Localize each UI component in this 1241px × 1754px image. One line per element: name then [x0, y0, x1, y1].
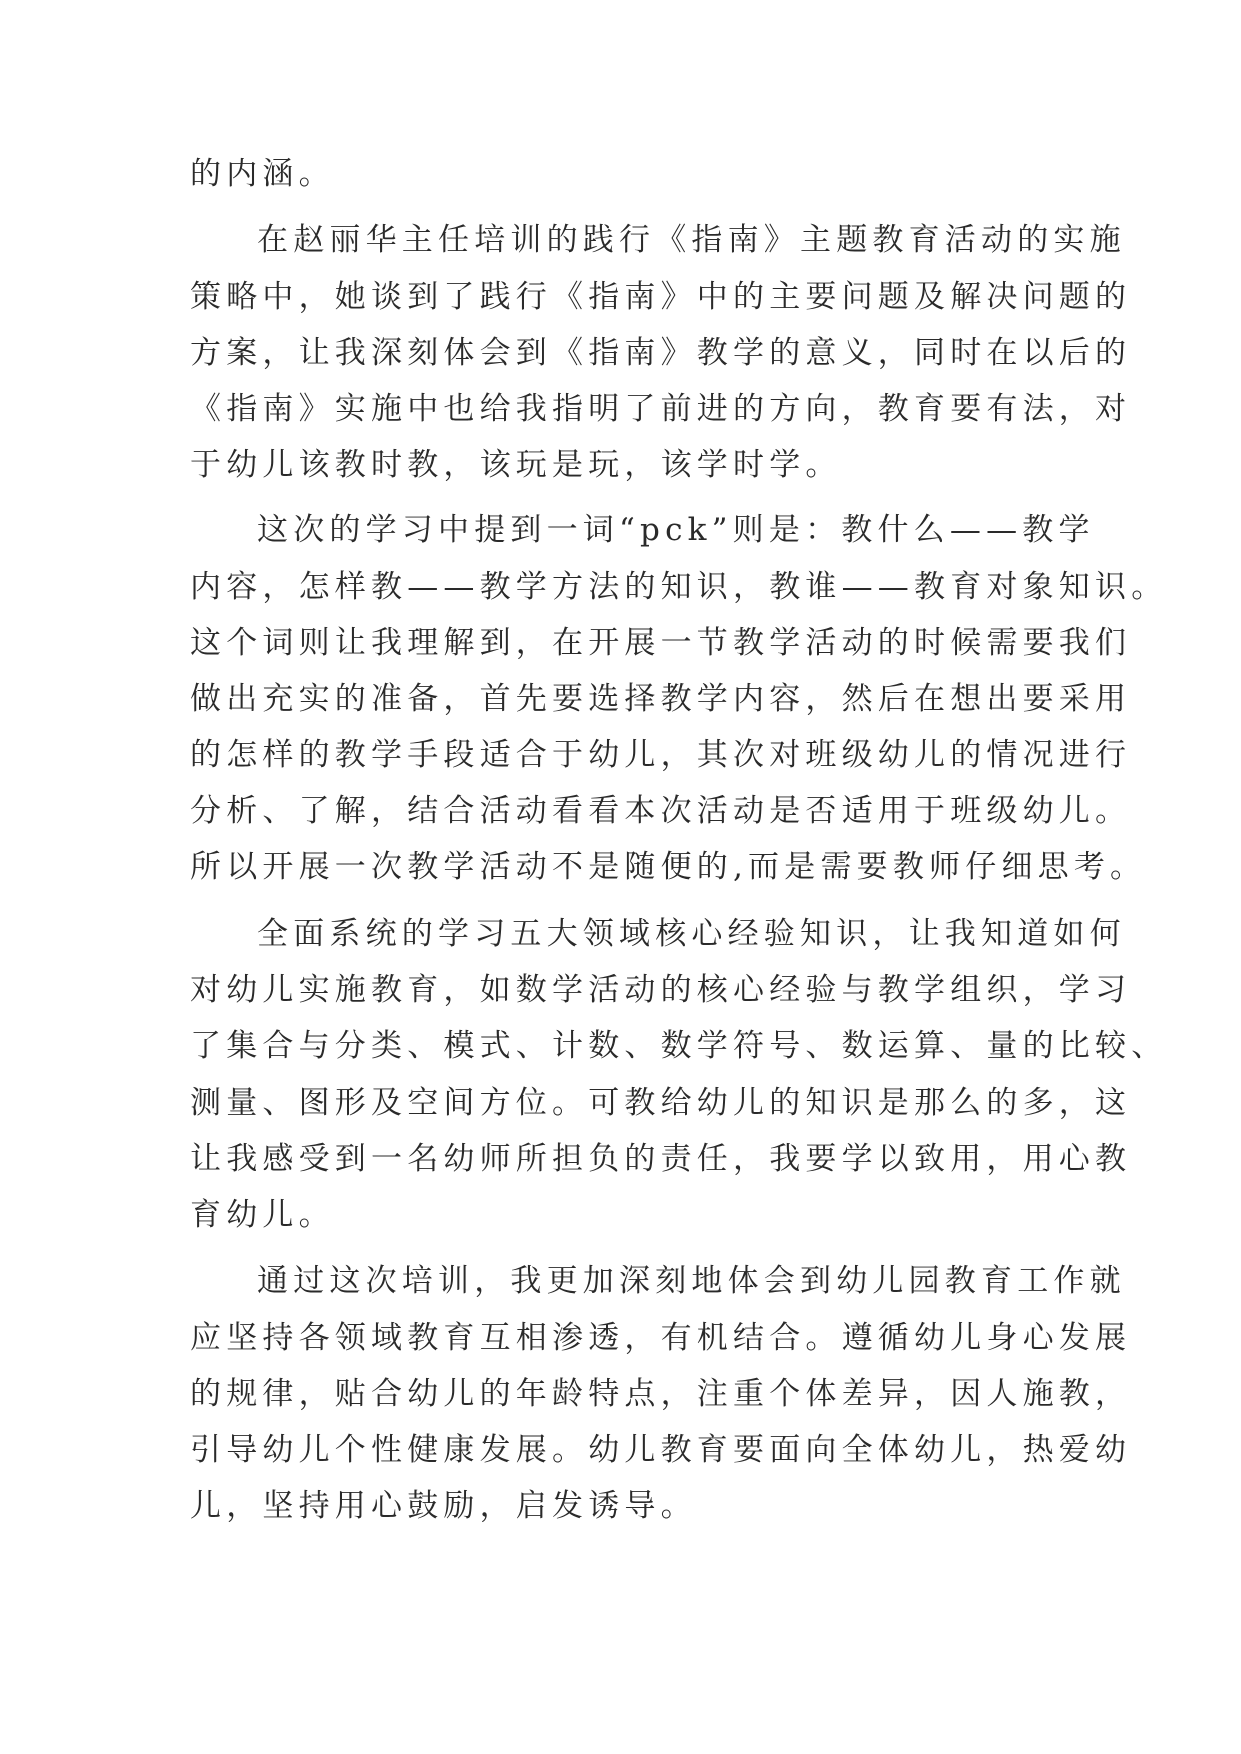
text-line: 方案，让我深刻体会到《指南》教学的意义，同时在以后的 — [190, 335, 1132, 371]
text-line: 做出充实的准备，首先要选择教学内容，然后在想出要采用 — [190, 681, 1132, 717]
text-line: 测量、图形及空间方位。可教给幼儿的知识是那么的多，这 — [190, 1085, 1132, 1121]
text-line: 的怎样的教学手段适合于幼儿，其次对班级幼儿的情况进行 — [190, 737, 1132, 773]
text-line: 让我感受到一名幼师所担负的责任，我要学以致用，用心教 — [190, 1141, 1132, 1177]
paragraph-first-line: 通过这次培训，我更加深刻地体会到幼儿园教育工作就 — [257, 1263, 1126, 1299]
text-line: 引导幼儿个性健康发展。幼儿教育要面向全体幼儿，热爱幼 — [190, 1432, 1132, 1468]
text-line: 所以开展一次教学活动不是随便的,而是需要教师仔细思考。 — [190, 849, 1147, 885]
text-line: 于幼儿该教时教，该玩是玩，该学时学。 — [190, 447, 842, 483]
text-line: 的规律，贴合幼儿的年龄特点，注重个体差异，因人施教， — [190, 1376, 1132, 1412]
text-line: 策略中，她谈到了践行《指南》中的主要问题及解决问题的 — [190, 279, 1132, 315]
paragraph-first-line: 在赵丽华主任培训的践行《指南》主题教育活动的实施 — [257, 222, 1126, 258]
text-line: 《指南》实施中也给我指明了前进的方向，教育要有法，对 — [190, 391, 1132, 427]
text-line: 了集合与分类、模式、计数、数学符号、数运算、量的比较、 — [190, 1028, 1168, 1064]
text-line: 这个词则让我理解到，在开展一节教学活动的时候需要我们 — [190, 625, 1132, 661]
paragraph-first-line: 这次的学习中提到一词“pck”则是：教什么——教学 — [257, 512, 1095, 548]
paragraph-first-line: 全面系统的学习五大领域核心经验知识，让我知道如何 — [257, 916, 1126, 952]
text-line: 育幼儿。 — [190, 1197, 335, 1233]
text-line: 分析、了解，结合活动看看本次活动是否适用于班级幼儿。 — [190, 793, 1132, 829]
text-line: 儿，坚持用心鼓励，启发诱导。 — [190, 1488, 697, 1524]
text-line: 对幼儿实施教育，如数学活动的核心经验与教学组织，学习 — [190, 972, 1132, 1008]
text-line: 应坚持各领域教育互相渗透，有机结合。遵循幼儿身心发展 — [190, 1320, 1132, 1356]
text-line: 的内涵。 — [190, 156, 335, 192]
text-line: 内容，怎样教——教学方法的知识，教谁——教育对象知识。 — [190, 569, 1168, 605]
